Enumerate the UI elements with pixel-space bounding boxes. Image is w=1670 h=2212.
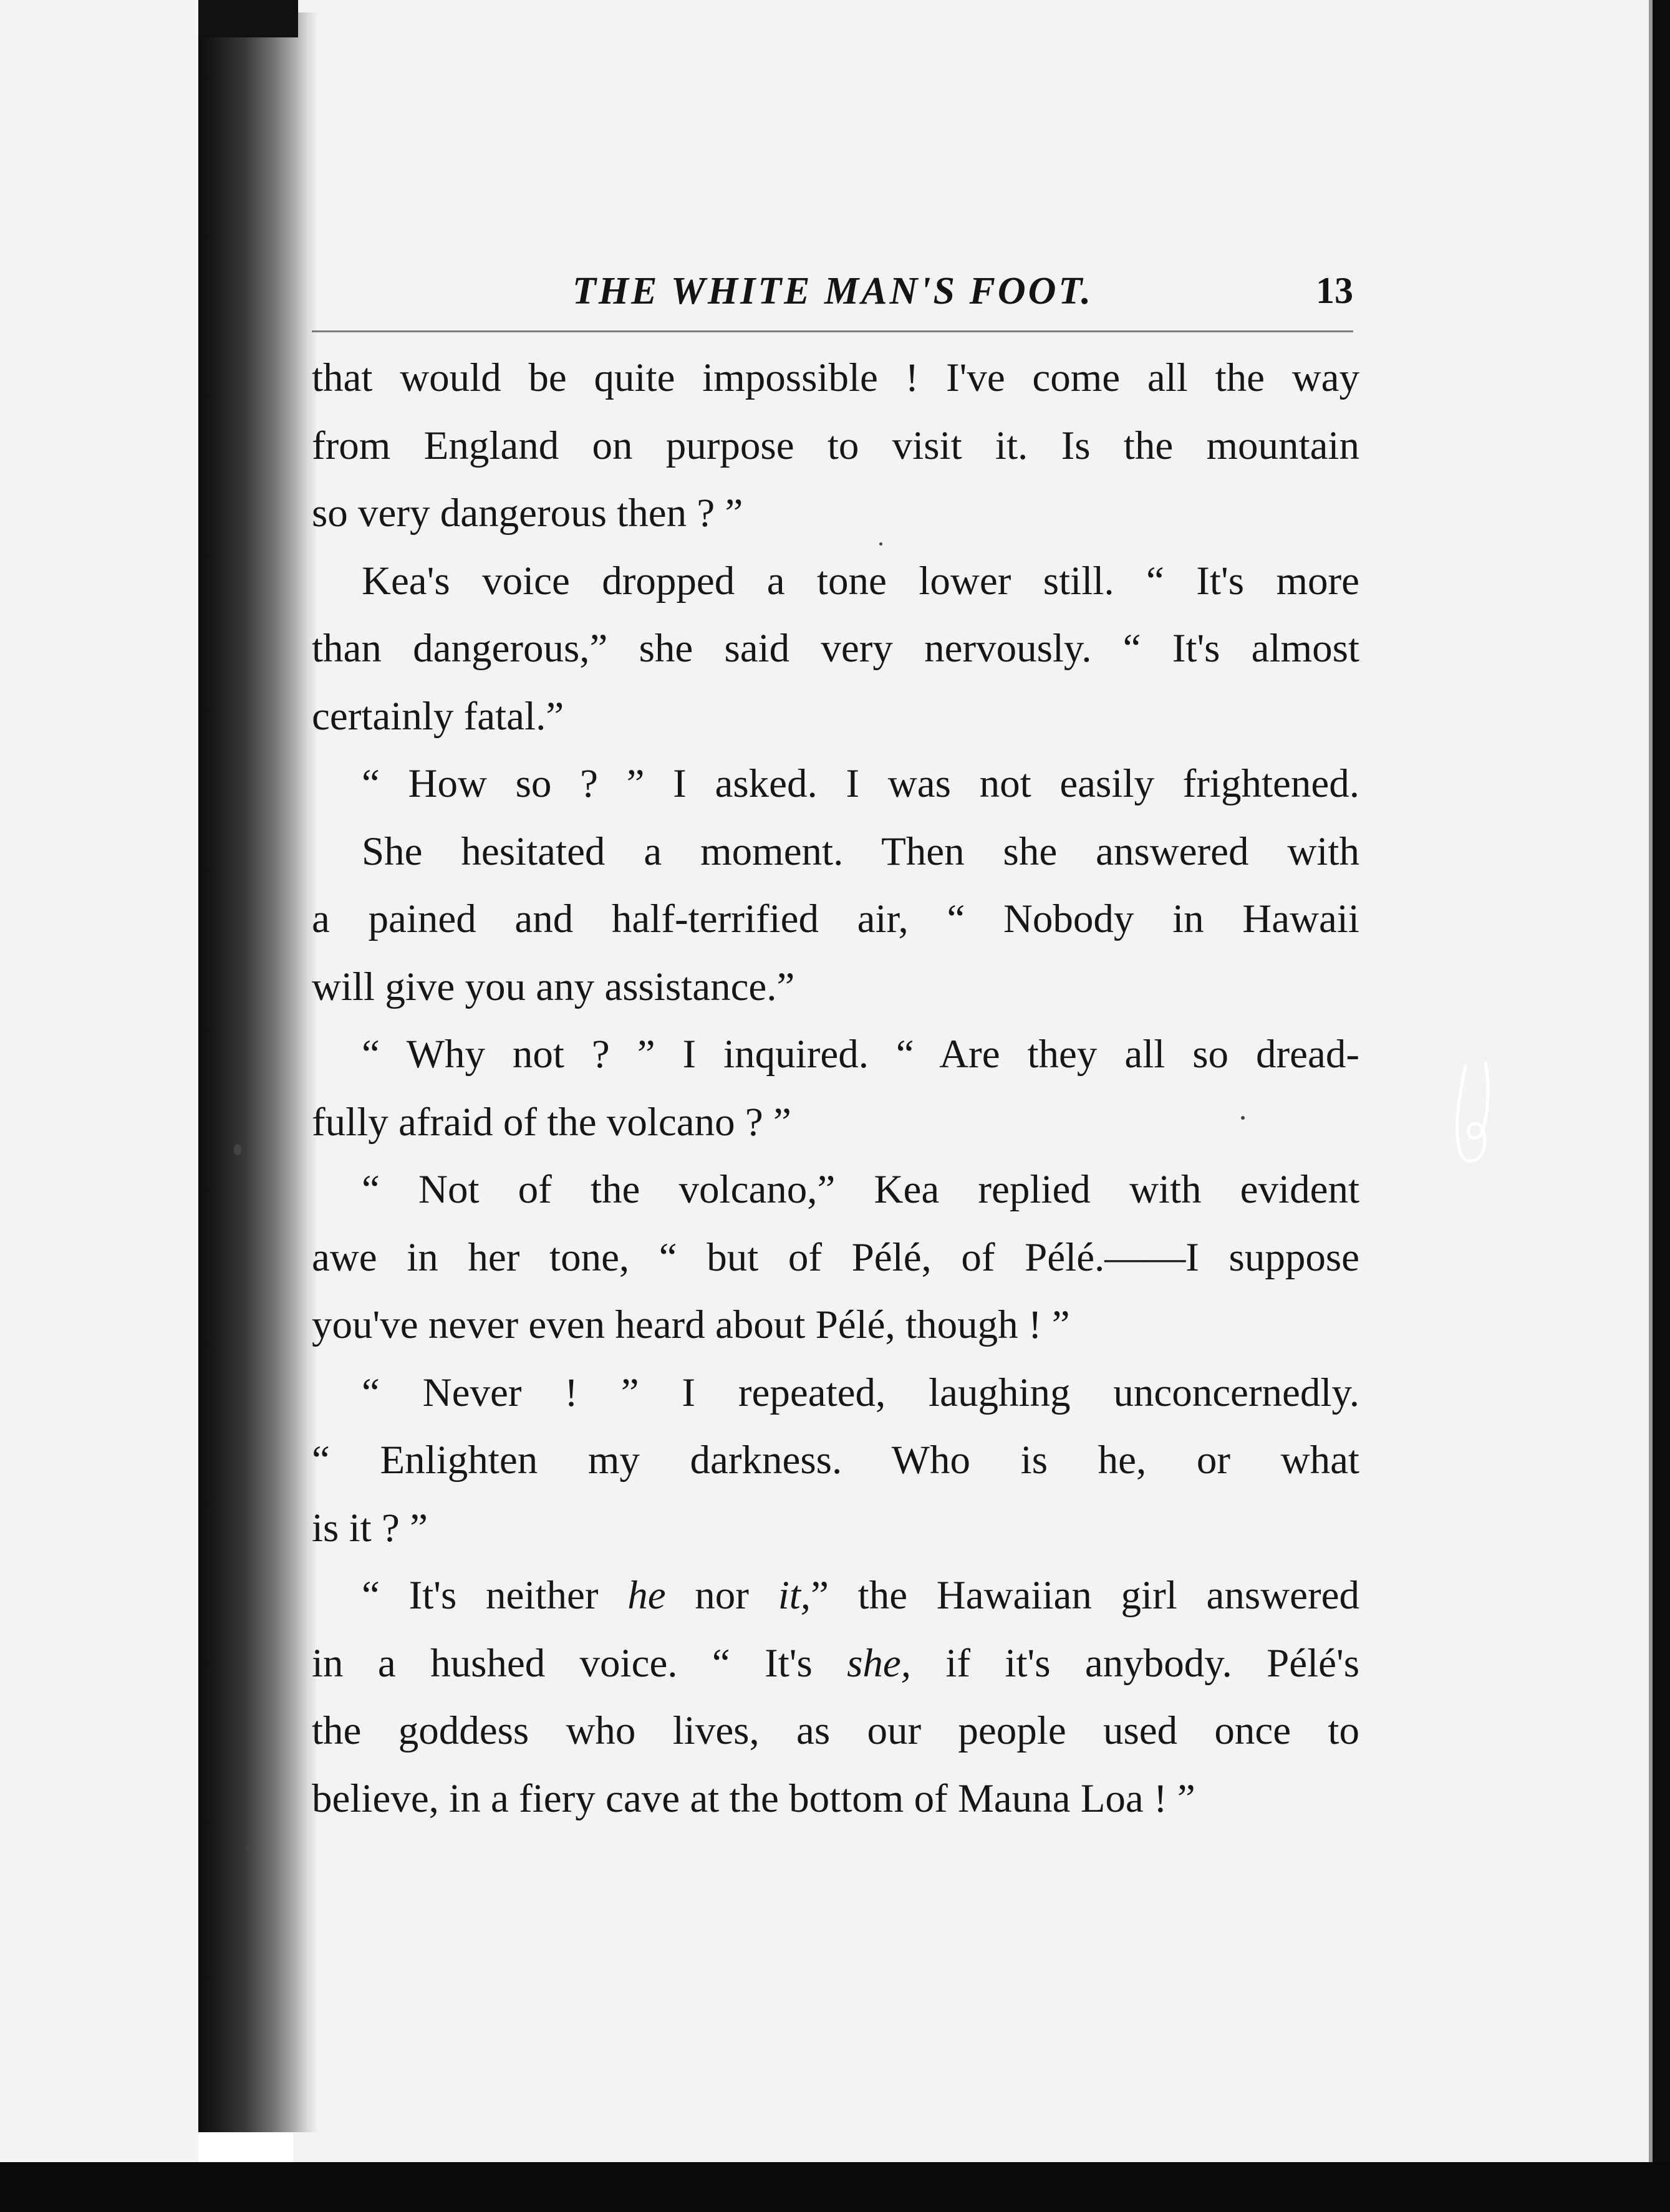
scan-right-border: [1653, 0, 1670, 2212]
text-line: certainly fatal.”: [312, 693, 564, 739]
scan-top-edge: [198, 0, 298, 37]
text-line: Kea's voice dropped a tone lower still. “ It's more: [362, 558, 1359, 603]
text-line: “ Never ! ” I repeated, laughing unconcernedly.: [362, 1370, 1359, 1415]
text-line: She hesitated a moment. Then she answered with: [362, 829, 1359, 874]
scan-speck: [246, 1845, 251, 1850]
text-line: believe, in a fiery cave at the bottom of Mauna Loa ! ”: [312, 1776, 1195, 1821]
page-number: 13: [1316, 270, 1353, 311]
scan-speck: [879, 542, 882, 546]
scan-speck: [234, 1144, 241, 1155]
scan-speck: [1241, 1116, 1245, 1120]
text-line: so very dangerous then ? ”: [312, 491, 743, 536]
scan-bottom-border: [0, 2162, 1670, 2212]
text-line: fully afraid of the volcano ? ”: [312, 1099, 791, 1145]
running-header: [312, 269, 1353, 325]
text-line: in a hushed voice. “ It's she, if it's anybody. Pélé's: [312, 1640, 1359, 1686]
text-line: that would be quite impossible ! I've come all the way: [312, 355, 1359, 400]
text-line: a pained and half-terrified air, “ Nobody in Hawaii: [312, 897, 1359, 941]
text-line: will give you any assistance.”: [312, 964, 795, 1009]
header-rule: [312, 330, 1353, 332]
text-line: “ It's neither he nor it,” the Hawaiian girl answered: [362, 1573, 1359, 1618]
text-line: than dangerous,” she said very nervously. “ It's almost: [312, 626, 1359, 671]
text-line: is it ? ”: [312, 1505, 428, 1551]
book-spine-shadow: [198, 12, 317, 2132]
text-line: you've never even heard about Pélé, though ! ”: [312, 1302, 1070, 1347]
text-line: awe in her tone, “ but of Pélé, of Pélé.——I suppose: [312, 1234, 1359, 1280]
body-text: [312, 344, 1359, 1832]
text-line: “ How so ? ” I asked. I was not easily frightened.: [362, 761, 1359, 806]
text-line: from England on purpose to visit it. Is the mountain: [312, 423, 1359, 468]
pencil-mark-icon: [1447, 1060, 1497, 1172]
text-line: the goddess who lives, as our people used once to: [312, 1708, 1359, 1753]
text-line: “ Not of the volcano,” Kea replied with evident: [362, 1167, 1359, 1212]
scan-left-margin: [0, 0, 198, 2212]
text-line: “ Enlighten my darkness. Who is he, or what: [312, 1438, 1359, 1483]
text-line: “ Why not ? ” I inquired. “ Are they all so dread-: [362, 1032, 1359, 1077]
running-title: THE WHITE MAN'S FOOT.: [572, 270, 1094, 312]
